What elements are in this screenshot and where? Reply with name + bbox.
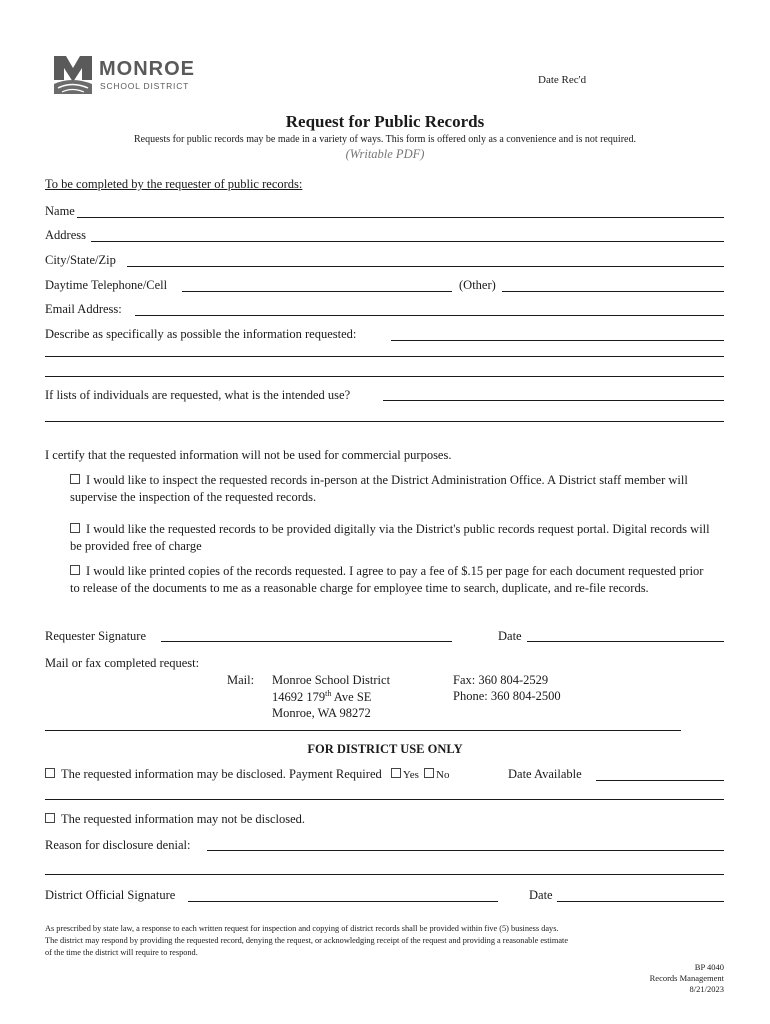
phone-number: Phone: 360 804-2500 <box>453 689 561 703</box>
option-printed-text: I would like printed copies of the records requested. I agree to pay a fee of $.15 per page for each document requested prior to release of the documents to me as a reasonable charge for employee time to search, duplicate, and re-file records. <box>70 564 704 595</box>
lists-use-field-1[interactable] <box>383 400 724 401</box>
date-available-field[interactable] <box>596 780 724 781</box>
option-digital[interactable] <box>70 521 710 555</box>
date-available-label: Date Available <box>508 767 582 781</box>
date-received-label: Date Rec'd <box>538 74 587 86</box>
other-phone-label: (Other) <box>459 278 496 292</box>
city-state-zip-label: City/State/Zip <box>45 253 116 267</box>
daytime-phone-label: Daytime Telephone/Cell <box>45 278 168 292</box>
disclose-notes-field[interactable] <box>45 799 724 800</box>
reason-label: Reason for disclosure denial: <box>45 838 191 852</box>
other-phone-field[interactable] <box>502 291 724 292</box>
mail-label: Mail: <box>227 673 255 687</box>
may-not-disclose-checkbox[interactable] <box>45 813 55 823</box>
digital-checkbox[interactable] <box>70 523 80 533</box>
describe-label: Describe as specifically as possible the information requested: <box>45 327 357 341</box>
policy-number: BP 4040 <box>694 962 724 972</box>
monroe-logo-icon <box>52 54 94 96</box>
may-disclose-checkbox[interactable] <box>45 768 55 778</box>
certify-statement: I certify that the requested information will not be used for commercial purposes. <box>45 448 452 462</box>
reason-field-1[interactable] <box>207 850 724 851</box>
logo-title: MONROE <box>99 58 195 80</box>
email-field[interactable] <box>135 315 724 316</box>
requester-signature-label: Requester Signature <box>45 629 147 643</box>
writable-note: (Writable PDF) <box>345 147 425 161</box>
mail-heading: Mail or fax completed request: <box>45 656 200 670</box>
section-heading: To be completed by the requester of public records: <box>45 177 303 191</box>
district-use-heading: FOR DISTRICT USE ONLY <box>307 742 463 756</box>
policy-date: 8/21/2023 <box>689 984 724 994</box>
official-signature-label: District Official Signature <box>45 888 176 902</box>
requester-date-field[interactable] <box>527 641 724 642</box>
may-disclose-text: The requested information may be disclosed. Payment Required <box>61 767 382 781</box>
lists-use-label: If lists of individuals are requested, what is the intended use? <box>45 388 351 402</box>
may-disclose-row[interactable] <box>45 767 449 782</box>
may-not-disclose-text: The requested information may not be disclosed. <box>61 812 306 826</box>
requester-date-label: Date <box>498 629 522 643</box>
policy-department: Records Management <box>649 973 724 983</box>
official-date-field[interactable] <box>557 901 724 902</box>
email-label: Email Address: <box>45 302 122 316</box>
name-label: Name <box>45 204 75 218</box>
name-field[interactable] <box>77 217 724 218</box>
option-printed[interactable] <box>70 563 710 597</box>
address-field[interactable] <box>91 241 724 242</box>
payment-no-checkbox[interactable] <box>424 768 434 778</box>
reason-field-2[interactable] <box>45 874 724 875</box>
payment-no-label: No <box>436 769 450 781</box>
city-state-zip-field[interactable] <box>127 266 724 267</box>
mail-address-line2: 14692 179th Ave SE <box>272 689 372 705</box>
payment-yes-label: Yes <box>402 769 419 781</box>
inspect-checkbox[interactable] <box>70 474 80 484</box>
address-label: Address <box>45 228 86 242</box>
payment-yes-checkbox[interactable] <box>391 768 401 778</box>
describe-field-1[interactable] <box>391 340 724 341</box>
mail-address-line1: Monroe School District <box>272 673 391 687</box>
district-logo <box>52 54 194 96</box>
official-signature-field[interactable] <box>188 901 498 902</box>
fax-number: Fax: 360 804-2529 <box>453 673 549 687</box>
requester-signature-field[interactable] <box>161 641 452 642</box>
option-inspect[interactable] <box>70 472 710 506</box>
section-divider <box>45 730 681 731</box>
describe-field-3[interactable] <box>45 376 724 377</box>
page-title: Request for Public Records <box>285 112 485 131</box>
mail-address-line3: Monroe, WA 98272 <box>272 706 371 720</box>
logo-subtitle: SCHOOL DISTRICT <box>100 81 190 91</box>
option-inspect-text: I would like to inspect the requested records in-person at the District Administration Office. A District staff member will supervise the inspection of the requested records. <box>70 473 688 504</box>
option-digital-text: I would like the requested records to be provided digitally via the District's public records request portal. Digital records will be provided free of charge <box>70 522 710 553</box>
lists-use-field-2[interactable] <box>45 421 724 422</box>
footer-note-line3: of the time the district will require to respond. <box>45 948 198 957</box>
official-date-label: Date <box>529 888 553 902</box>
daytime-phone-field[interactable] <box>182 291 452 292</box>
footer-note-line2: The district may respond by providing the requested record, denying the request, or acknowledging receipt of the request and providing a reasonable estimate <box>45 936 568 945</box>
footer-note-line1: As prescribed by state law, a response to each written request for inspection and copying of district records shall be provided within five (5) business days. <box>45 924 559 933</box>
may-not-disclose-row[interactable] <box>45 812 305 827</box>
page-subtitle: Requests for public records may be made in a variety of ways. This form is offered only as a convenience and is not required. <box>134 134 636 145</box>
describe-field-2[interactable] <box>45 356 724 357</box>
printed-checkbox[interactable] <box>70 565 80 575</box>
